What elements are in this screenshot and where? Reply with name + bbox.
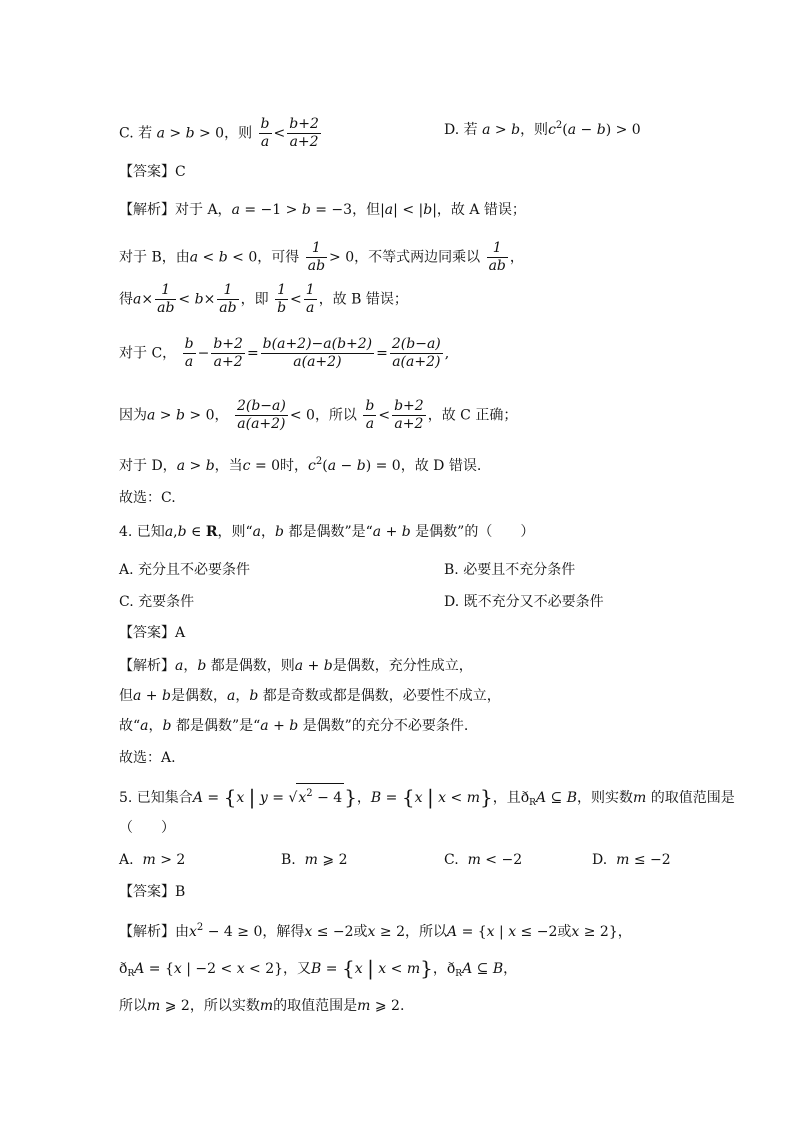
q3-answer: 【答案】C xyxy=(119,164,186,180)
q4-option-a: A. 充分且不必要条件 xyxy=(119,562,251,578)
q5-answer: 【答案】B xyxy=(119,884,186,900)
q5-option-b: B. m ⩾ 2 xyxy=(281,852,348,868)
q3-option-d: D. 若 a > b，则$c^2(a - b) > 0$ xyxy=(444,120,641,138)
q3-analysis-c2: 因为a > b > 0， $\frac{2(b-a)}{a(a+2)}$ < 0，所以 $\frac{b}{a}$ < $\frac{b+2}{a+2}$ ，故 C 正确； xyxy=(119,398,518,432)
q3-analysis-c1: 对于 C， $\frac{b}{a}$ − $\frac{b+2}{a+2}$ = $\frac{b(a+2)-a(b+2)}{a(a+2)}$ = $\frac{2(b-a)}{a(a+2)}$ , xyxy=(119,336,450,370)
q4-answer: 【答案】A xyxy=(119,625,186,641)
q5-option-c: C. m < −2 xyxy=(444,852,523,868)
q4-option-c: C. 充要条件 xyxy=(119,594,195,610)
q4-analysis-2: 但a + b是偶数，a，b 都是奇数或都是偶数，必要性不成立， xyxy=(119,688,501,704)
q4-choose: 故选：A. xyxy=(119,750,176,766)
q5-option-d: D. m ≤ −2 xyxy=(592,852,671,868)
q3-analysis-d: 对于 D，a > b，当c = 0时，$c^2(a - b) = 0$，故 D 错误. xyxy=(119,456,482,474)
q3-analysis-b1: 对于 B，由a < b < 0，可得 $\frac{1}{ab}$ > 0，不等式两边同乘以 $\frac{1}{ab}$ ， xyxy=(119,240,524,274)
q4-option-b: B. 必要且不充分条件 xyxy=(444,562,576,578)
q3-choose: 故选：C. xyxy=(119,490,176,506)
q5-stem-paren: （ ） xyxy=(119,820,175,836)
q5-analysis-2: $ð_RA = \{x$ | −2 < x < 2}，又B = {x | x < m}，$ð_RA$ ⊆ B， xyxy=(119,956,518,980)
q3-analysis-a: 【解析】对于 A，a = −1 > b = −3，但|a| < |b|，故 A 错误； xyxy=(119,202,526,218)
q4-option-d: D. 既不充分又不必要条件 xyxy=(444,594,604,610)
q3-option-c: C. 若 a > b > 0，则 $\frac{b}{a}$ < $\frac{b+2}{a+2}$ xyxy=(119,116,319,150)
q5-option-a: A. m > 2 xyxy=(119,852,186,868)
q4-analysis-1: 【解析】a，b 都是偶数，则a + b是偶数，充分性成立， xyxy=(119,658,473,674)
q5-stem: 5. 已知集合A = {x | $y = √x^2 - 4$ }，B = {x | x < m}，且$ð_RA$ ⊆ B，则实数m 的取值范围是 xyxy=(119,785,735,809)
q4-stem: 4. 已知a,b ∈ R，则“a，b 都是偶数”是“a + b 是偶数”的（ ） xyxy=(119,524,535,540)
q3-analysis-b2: 得a× $\frac{1}{ab}$ < b× $\frac{1}{ab}$ ，即 $\frac{1}{b}$ < $\frac{1}{a}$ ，故 B 错误； xyxy=(119,282,408,316)
q4-analysis-3: 故“a，b 都是偶数”是“a + b 是偶数”的充分不必要条件. xyxy=(119,718,469,734)
q5-analysis-3: 所以m ⩾ 2，所以实数m的取值范围是m ⩾ 2. xyxy=(119,998,405,1014)
q5-analysis-1: 【解析】由$x^2 - 4 \ge 0$，解得x ≤ −2或x ≥ 2，所以A = {x | x ≤ −2或x ≥ 2}， xyxy=(119,922,632,940)
